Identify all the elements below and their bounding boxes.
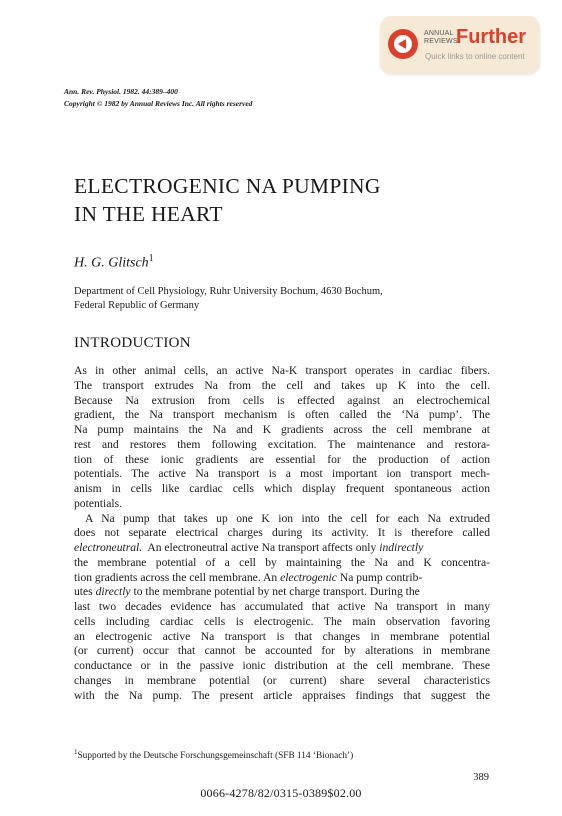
emphasis-text: directly xyxy=(95,585,131,599)
further-label: Further xyxy=(456,26,526,48)
affiliation xyxy=(74,285,383,313)
body-line: does not separate electrical charges during its activity. It is therefore called xyxy=(74,526,490,540)
further-tagline: Quick links to online content xyxy=(425,52,525,61)
annual-reviews-logo-text: ANNUAL REVIEWS xyxy=(424,30,458,45)
article-title xyxy=(74,172,381,228)
body-line: (or current) occur that cannot be accounted for by alterations in membrane xyxy=(74,644,490,658)
body-line: changes in membrane potential (or current) share several characteristics xyxy=(74,673,490,687)
body-line: A Na pump that takes up one K ion into the cell for each Na extruded xyxy=(85,511,490,525)
emphasis-text: indirectly xyxy=(379,541,424,554)
body-line: gradient, the Na transport mechanism is often called the ‘Na pump’. The xyxy=(74,408,490,422)
body-line: potentials. The active Na transport is a most important ion transport mech- xyxy=(74,467,490,481)
further-badge[interactable] xyxy=(380,16,540,74)
body-line: an electrogenic active Na transport is that changes in membrane potential xyxy=(74,629,490,643)
body-line: anism in cells like cardiac cells which display frequent spontaneous action xyxy=(74,482,490,495)
body-line: potentials. xyxy=(74,496,122,510)
body-line: The transport extrudes Na from the cell and takes up K into the cell. xyxy=(74,378,490,392)
emphasis-text: electrogenic xyxy=(280,570,337,584)
body-line: rest and restores them following excitation. The maintenance and restora- xyxy=(74,437,490,451)
body-line: the membrane potential of a cell by maintaining the Na and K concentra- xyxy=(74,555,490,569)
body-line: tion gradients across the cell membrane. An electrogenic Na pump contrib- xyxy=(74,570,423,584)
emphasis-text: electroneutral. xyxy=(74,541,143,554)
author-name xyxy=(74,253,154,272)
title-line: ELECTROGENIC NA PUMPING xyxy=(74,174,381,198)
footnote-text: Supported by the Deutsche Forschungsgemeinschaft (SFB 114 ‘Bionach’) xyxy=(77,751,354,762)
body-text xyxy=(74,364,490,703)
affiliation-line: Department of Cell Physiology, Ruhr University Bochum, 4630 Bochum, xyxy=(74,286,383,297)
author-footnote-marker: 1 xyxy=(148,253,154,264)
play-triangle-icon xyxy=(388,29,418,59)
body-line: Na pump maintains the Na and K gradients across the cell membrane at xyxy=(74,423,490,436)
affiliation-line: Federal Republic of Germany xyxy=(74,300,200,311)
body-line: tion of these ionic gradients are essential for the production of action xyxy=(74,452,490,466)
footnote xyxy=(74,748,353,761)
body-line: Because Na extrusion from cells is effected against an electrochemical xyxy=(74,393,490,407)
article-code: 0066-4278/82/0315-0389$02.00 xyxy=(200,786,362,800)
body-line: utes directly to the membrane potential by net charge transport. During the xyxy=(74,585,420,599)
page-number: 389 xyxy=(473,772,489,783)
author-text: H. G. Glitsch xyxy=(74,255,149,271)
body-line: electroneutral. An electroneutral active Na transport affects only indirectly xyxy=(74,541,424,554)
body-line: with the Na pump. The present article appraises findings that suggest the xyxy=(74,688,490,702)
copyright-line: Copyright © 1982 by Annual Reviews Inc. All rights reserved xyxy=(64,99,253,108)
section-heading: INTRODUCTION xyxy=(74,335,191,351)
body-line: cells including cardiac cells is electrogenic. The main observation favoring xyxy=(74,614,490,628)
footnote-marker: 1 xyxy=(74,748,78,756)
body-line: conductance or in the passive ionic distribution at the cell membrane. These xyxy=(74,659,490,672)
body-line: As in other animal cells, an active Na-K transport operates in cardiac fibers. xyxy=(74,364,490,377)
body-line: last two decades evidence has accumulated that active Na transport in many xyxy=(74,600,490,613)
journal-citation: Ann. Rev. Physiol. 1982. 44:389–400 xyxy=(64,87,178,96)
title-line: IN THE HEART xyxy=(74,202,223,226)
